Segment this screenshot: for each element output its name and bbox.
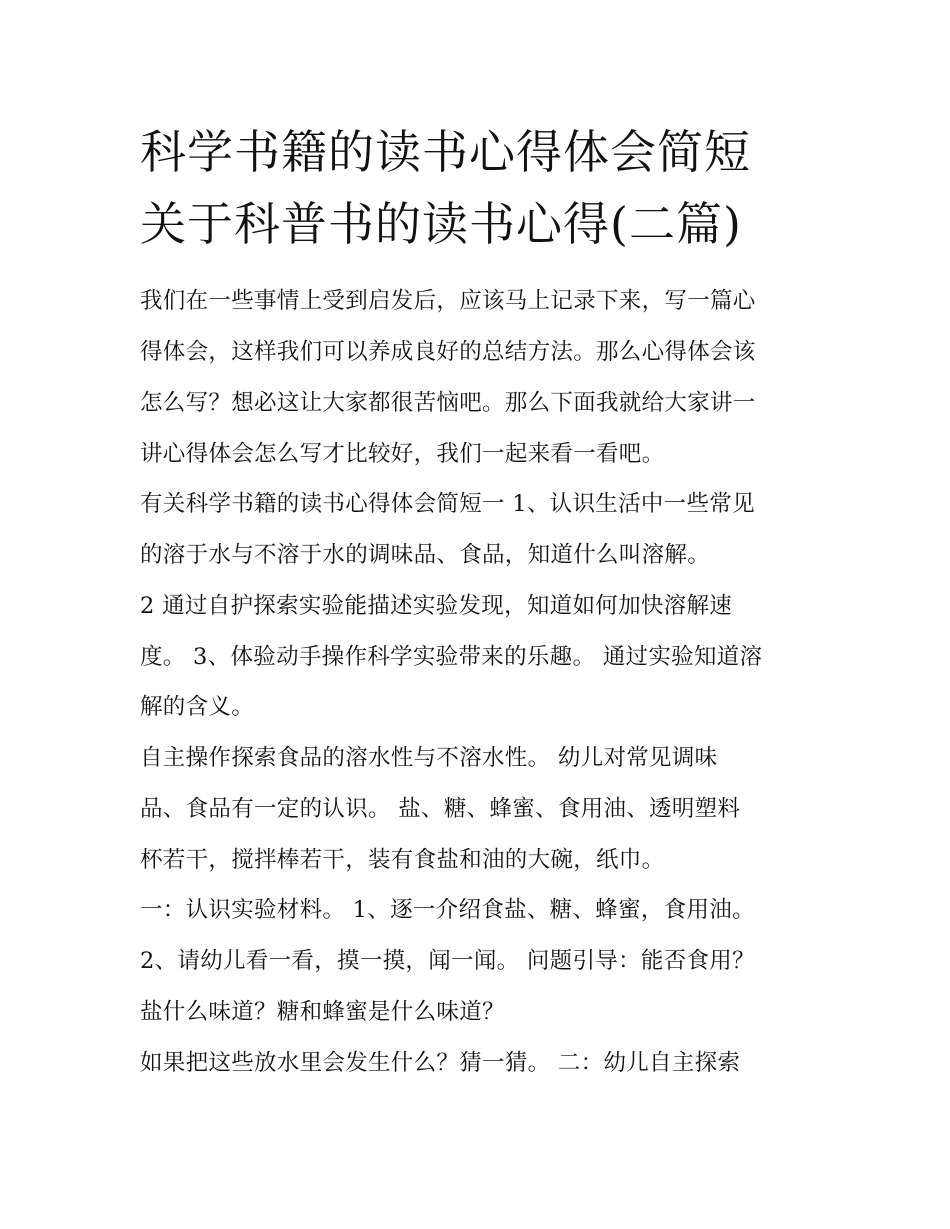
body-line-4: 讲心得体会怎么写才比较好，我们一起来看一看吧。 (140, 441, 665, 467)
body-line-3: 怎么写？想必这让大家都很苦恼吧。那么下面我就给大家讲一 (140, 390, 756, 416)
body-line-14: 2、请幼儿看一看，摸一摸，闻一闻。 问题引导：能否食用？ (140, 948, 755, 974)
body-line-5: 有关科学书籍的读书心得体会简短一 1、认识生活中一些常见 (140, 491, 755, 517)
body-line-10: 自主操作探索食品的溶水性与不溶水性。 幼儿对常见调味 (140, 745, 718, 771)
title-line-1: 科学书籍的读书心得体会简短 (140, 125, 751, 179)
body-line-16: 如果把这些放水里会发生什么？猜一猜。 二：幼儿自主探索 (140, 1050, 741, 1076)
body-line-8: 度。 3、体验动手操作科学实验带来的乐趣。 通过实验知道溶 (140, 644, 763, 670)
body-line-7: 2 通过自护探索实验能描述实验发现，知道如何加快溶解速 (140, 593, 733, 619)
body-line-13: 一：认识实验材料。 1、逐一介绍食盐、糖、蜂蜜，食用油。 (140, 897, 755, 923)
body-line-11: 品、食品有一定的认识。 盐、糖、蜂蜜、食用油、透明塑料 (140, 796, 741, 822)
body-line-1: 我们在一些事情上受到启发后，应该马上记录下来，写一篇心 (140, 288, 756, 314)
document-title (140, 116, 840, 260)
title-line-2: 关于科普书的读书心得(二篇) (140, 197, 742, 251)
body-line-15: 盐什么味道？糖和蜂蜜是什么味道？ (140, 999, 505, 1025)
body-line-2: 得体会，这样我们可以养成良好的总结方法。那么心得体会该 (140, 339, 756, 365)
body-line-9: 解的含义。 (140, 694, 255, 720)
body-line-12: 杯若干，搅拌棒若干，装有食盐和油的大碗，纸巾。 (140, 847, 665, 873)
body-line-6: 的溶于水与不溶于水的调味品、食品，知道什么叫溶解。 (140, 542, 711, 568)
